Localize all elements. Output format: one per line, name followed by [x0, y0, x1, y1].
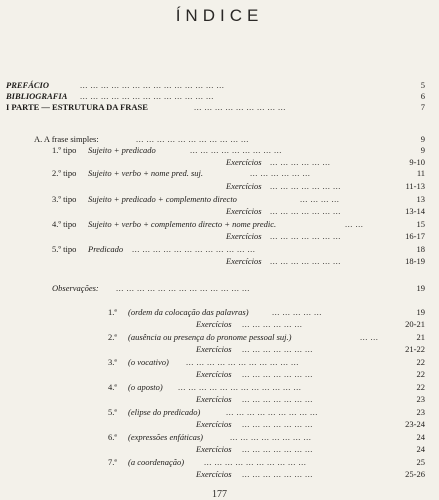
toc-entry-number: 2.ª — [108, 332, 117, 342]
toc-page: 5 — [420, 80, 425, 90]
toc-entry-exercicios — [0, 394, 439, 405]
toc-entry-label: (elipse do predicado) — [128, 407, 201, 417]
toc-entry-label: (o aposto) — [128, 382, 163, 392]
toc-entry-obs-4 — [0, 382, 439, 393]
toc-dots: ... ... — [360, 332, 379, 342]
toc-page: 19 — [416, 283, 425, 293]
toc-page: 6 — [420, 91, 425, 101]
toc-entry-exercicios — [0, 231, 439, 242]
toc-page: 15 — [416, 219, 425, 229]
toc-dots: ... ... ... ... ... ... ... ... ... — [194, 102, 286, 112]
toc-entry-tipo-4 — [0, 219, 439, 230]
toc-dots: ... ... ... ... ... ... — [270, 157, 331, 167]
toc-page: 9-10 — [409, 157, 425, 167]
toc-entry-number: 3.ª — [108, 357, 117, 367]
toc-entry-label: Sujeito + verbo + complemento directo + nome predic. — [88, 219, 277, 229]
toc-entry-obs-2 — [0, 332, 439, 343]
page-number: 177 — [212, 489, 227, 500]
toc-entry-exercicios — [0, 419, 439, 430]
toc-entry-label: Exercícios — [196, 319, 232, 329]
toc-dots: ... ... ... ... ... ... ... — [242, 419, 313, 429]
toc-page: 22 — [416, 382, 425, 392]
toc-entry-prefacio — [0, 80, 439, 91]
toc-entry-label: (ordem da colocação das palavras) — [128, 307, 249, 317]
toc-page: 25 — [416, 457, 425, 467]
toc-page: 23 — [416, 407, 425, 417]
toc-entry-exercicios — [0, 256, 439, 267]
toc-dots: ... ... — [345, 219, 364, 229]
toc-entry-label: I PARTE — ESTRUTURA DA FRASE — [6, 102, 148, 112]
toc-entry-obs-6 — [0, 432, 439, 443]
toc-page: 13 — [416, 194, 425, 204]
toc-entry-label: (o vocativo) — [128, 357, 169, 367]
toc-page: 23-24 — [405, 419, 425, 429]
toc-page: 22 — [416, 369, 425, 379]
toc-entry-label: Exercícios — [226, 206, 262, 216]
toc-entry-exercicios — [0, 444, 439, 455]
toc-entry-label: Exercícios — [226, 181, 262, 191]
toc-dots: ... ... ... ... ... ... ... ... ... ... ... — [186, 357, 299, 367]
toc-entry-obs-3 — [0, 357, 439, 368]
toc-page: 16-17 — [405, 231, 425, 241]
toc-entry-number: 1.ª — [108, 307, 117, 317]
toc-entry-label: Exercícios — [196, 419, 232, 429]
toc-entry-number: 7.ª — [108, 457, 117, 467]
toc-entry-label: (ausência ou presença do pronome pessoal suj.) — [128, 332, 292, 342]
toc-entry-number: 1.º tipo — [52, 145, 77, 155]
toc-page: 25-26 — [405, 469, 425, 479]
toc-entry-label: Observações: — [52, 283, 99, 293]
toc-page: 19 — [416, 307, 425, 317]
toc-dots: ... ... ... ... ... ... ... ... ... ... ... — [136, 134, 249, 144]
toc-entry-label: Exercícios — [226, 231, 262, 241]
toc-entry-label: Exercícios — [196, 469, 232, 479]
toc-dots: ... ... ... ... ... ... ... ... ... ... ... ... — [178, 382, 302, 392]
toc-page: 22 — [416, 357, 425, 367]
toc-entry-exercicios — [0, 206, 439, 217]
toc-entry-number: 4.º tipo — [52, 219, 77, 229]
toc-dots: ... ... ... ... ... ... ... — [242, 444, 313, 454]
toc-entry-label: Exercícios — [196, 444, 232, 454]
toc-page: 18-19 — [405, 256, 425, 266]
toc-page: 7 — [420, 102, 425, 112]
toc-entry-label: Exercícios — [196, 394, 232, 404]
toc-entry-number: 5.ª — [108, 407, 117, 417]
toc-entry-number: 2.º tipo — [52, 168, 77, 178]
toc-entry-frase-simples — [0, 134, 439, 145]
toc-entry-number: 6.ª — [108, 432, 117, 442]
toc-entry-label: Exercícios — [226, 157, 262, 167]
toc-page: 18 — [416, 244, 425, 254]
toc-entry-number: 4.ª — [108, 382, 117, 392]
toc-entry-number: 5.º tipo — [52, 244, 77, 254]
toc-entry-obs-7 — [0, 457, 439, 468]
toc-entry-exercicios — [0, 319, 439, 330]
toc-entry-label: (a coordenação) — [128, 457, 185, 467]
toc-page: 21 — [416, 332, 425, 342]
toc-entry-tipo-3 — [0, 194, 439, 205]
toc-entry-exercicios — [0, 369, 439, 380]
toc-entry-exercicios — [0, 181, 439, 192]
toc-entry-tipo-2 — [0, 168, 439, 179]
toc-dots: ... ... ... ... ... ... ... ... ... ... ... ... ... ... — [80, 80, 225, 90]
toc-dots: ... ... ... ... ... ... ... ... ... ... ... ... — [132, 244, 256, 254]
toc-entry-tipo-5 — [0, 244, 439, 255]
toc-dots: ... ... ... ... ... ... ... ... ... ... ... ... ... — [116, 283, 250, 293]
toc-page: 11-13 — [405, 181, 425, 191]
toc-entry-obs-1 — [0, 307, 439, 318]
toc-entry-exercicios — [0, 157, 439, 168]
toc-entry-observacoes — [0, 283, 439, 294]
toc-entry-i-parte — [0, 102, 439, 113]
toc-entry-label: PREFÁCIO — [6, 80, 49, 90]
toc-dots: ... ... ... ... ... ... ... — [242, 369, 313, 379]
toc-dots: ... ... ... ... ... ... — [250, 168, 311, 178]
toc-entry-label: Sujeito + predicado + complemento directo — [88, 194, 237, 204]
toc-dots: ... ... ... ... ... ... ... — [270, 256, 341, 266]
toc-dots: ... ... ... ... ... ... — [242, 319, 303, 329]
toc-dots: ... ... ... ... ... ... ... ... ... ... ... ... ... — [80, 91, 214, 101]
toc-page: 23 — [416, 394, 425, 404]
toc-dots: ... ... ... ... ... ... ... — [270, 181, 341, 191]
toc-entry-obs-5 — [0, 407, 439, 418]
toc-page: 20-21 — [405, 319, 425, 329]
toc-entry-bibliografia — [0, 91, 439, 102]
toc-dots: ... ... ... ... ... ... ... — [270, 231, 341, 241]
toc-entry-label: (expressões enfáticas) — [128, 432, 203, 442]
toc-entry-exercicios — [0, 469, 439, 480]
toc-entry-tipo-1 — [0, 145, 439, 156]
toc-entry-number: 3.º tipo — [52, 194, 77, 204]
toc-page: 24 — [416, 444, 425, 454]
toc-dots: ... ... ... ... ... ... ... ... — [230, 432, 312, 442]
toc-page: 13-14 — [405, 206, 425, 216]
toc-page: 24 — [416, 432, 425, 442]
toc-dots: ... ... ... ... ... ... ... — [242, 394, 313, 404]
toc-entry-label: Sujeito + predicado — [88, 145, 156, 155]
toc-entry-label: Exercícios — [196, 344, 232, 354]
toc-entry-label: Exercícios — [226, 256, 262, 266]
toc-dots: ... ... ... ... ... — [272, 307, 322, 317]
page-title: ÍNDICE — [175, 6, 264, 25]
toc-entry-label: Predicado — [88, 244, 124, 254]
toc-dots: ... ... ... ... ... ... ... — [242, 469, 313, 479]
toc-dots: ... ... ... ... ... ... ... ... ... ... — [204, 457, 307, 467]
toc-page: 11 — [416, 168, 425, 178]
toc-dots: ... ... ... ... ... ... ... ... ... — [190, 145, 282, 155]
toc-page: 9 — [420, 145, 425, 155]
toc-page: 21-22 — [405, 344, 425, 354]
toc-dots: ... ... ... ... — [300, 194, 340, 204]
toc-dots: ... ... ... ... ... ... ... — [270, 206, 341, 216]
toc-dots: ... ... ... ... ... ... ... — [242, 344, 313, 354]
toc-entry-label: BIBLIOGRAFIA — [6, 91, 68, 101]
toc-dots: ... ... ... ... ... ... ... ... ... — [226, 407, 318, 417]
toc-page: 9 — [420, 134, 425, 144]
toc-entry-label: Sujeito + verbo + nome pred. suj. — [88, 168, 204, 178]
toc-entry-exercicios — [0, 344, 439, 355]
toc-entry-label: Exercícios — [196, 369, 232, 379]
toc-entry-label: A. A frase simples: — [34, 134, 99, 144]
